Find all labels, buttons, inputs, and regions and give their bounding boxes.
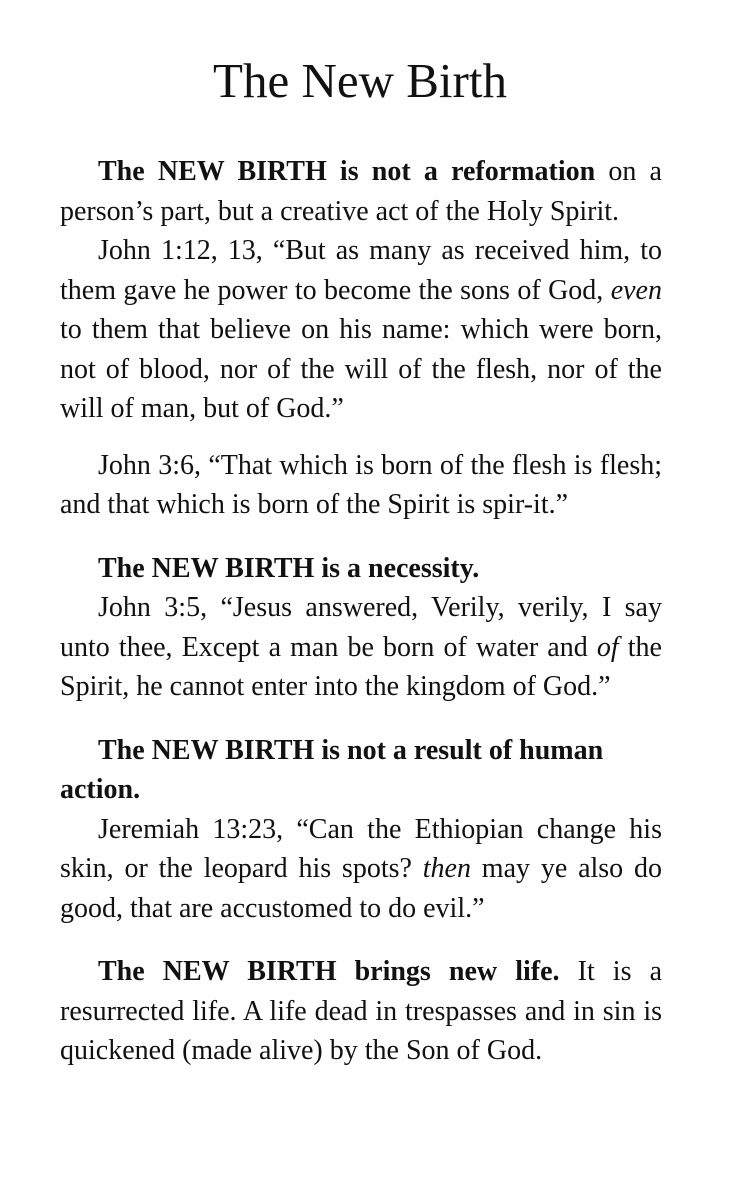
section-1-lead: The NEW BIRTH is not a reformation bbox=[98, 156, 596, 187]
spacer bbox=[60, 928, 662, 952]
verse-italic-word: then bbox=[422, 853, 471, 884]
spacer bbox=[60, 429, 662, 446]
section-4-lead-rest: It is a resurrected life. A life dead in trespasses and in sin is quickened (made alive) by the Son of God. bbox=[60, 956, 662, 1066]
section-1-intro bbox=[60, 152, 662, 231]
verse-italic-word: of bbox=[596, 631, 619, 663]
page-title: The New Birth bbox=[213, 53, 507, 108]
section-4-lead: The NEW BIRTH brings new life. bbox=[98, 956, 560, 987]
verse-italic-word: even bbox=[610, 274, 662, 306]
section-1-verse-john-1-12 bbox=[60, 231, 662, 429]
verse-text: John 1:12, 13, “But as many as received him, to them gave he power to become the sons of God, bbox=[60, 235, 662, 306]
section-4-intro bbox=[60, 952, 662, 1071]
verse-text: the Spirit, he cannot enter into the kingdom of God.” bbox=[60, 631, 662, 702]
verse-text: John 3:5, “Jesus answered, Verily, verily, I say unto thee, Except a man be born of water and bbox=[60, 592, 662, 663]
section-1-verse-john-3-6: John 3:6, “That which is born of the flesh is flesh; and that which is born of the Spirit is spir-it.” bbox=[60, 449, 662, 520]
section-3-verse-jeremiah-13-23 bbox=[60, 810, 662, 929]
spacer bbox=[60, 525, 662, 549]
section-2-verse-john-3-5 bbox=[60, 588, 662, 707]
spacer bbox=[60, 707, 662, 731]
section-3-heading: The NEW BIRTH is not a result of human action. bbox=[60, 734, 604, 805]
verse-text: to them that believe on his name: which were born, not of blood, nor of the will of the flesh, nor of the will of man, but of God.” bbox=[60, 314, 662, 424]
verse-text: Jeremiah 13:23, “Can the Ethiopian change his skin, or the leopard his spots? bbox=[60, 813, 662, 884]
document-body bbox=[60, 152, 662, 1071]
section-1-lead-rest: on a person’s part, but a creative act of the Holy Spirit. bbox=[60, 156, 662, 227]
verse-text: may ye also do good, that are accustomed to do evil.” bbox=[60, 853, 662, 924]
section-2-heading: The NEW BIRTH is a necessity. bbox=[98, 552, 480, 584]
